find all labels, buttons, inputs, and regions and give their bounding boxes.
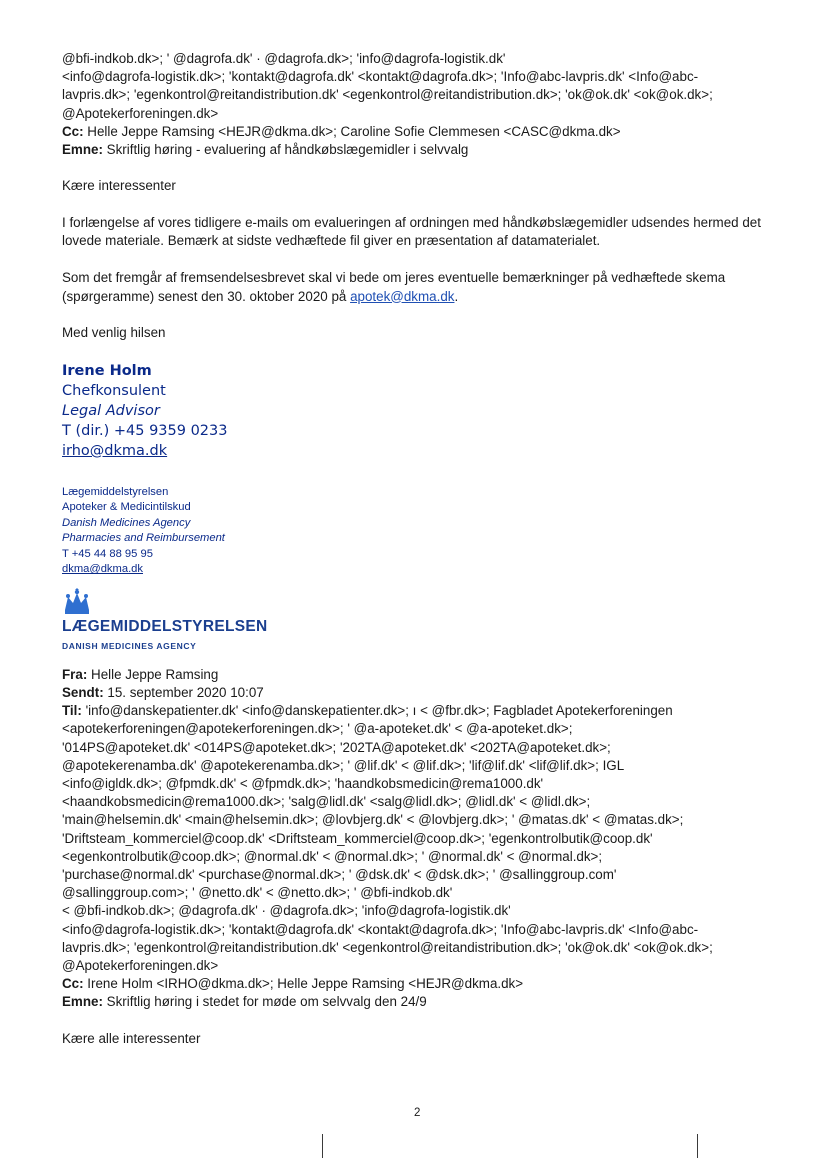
greeting: Kære interessenter (62, 178, 176, 194)
logo-title: LÆGEMIDDELSTYRELSEN (62, 617, 268, 635)
agency-block (62, 485, 782, 578)
from-value: Helle Jeppe Ramsing (87, 666, 219, 682)
signature-phone: T (dir.) +45 9359 0233 (62, 422, 228, 439)
forward-subject-label: Emne: (62, 994, 103, 1010)
to-line: 'purchase@normal.dk' <purchase@normal.dk>; ' @dsk.dk' < @dsk.dk>; ' @sallinggroup.com' (62, 867, 617, 883)
agency-department-en: Pharmacies and Reimbursement (62, 532, 225, 545)
forward-subject-value: Skriftlig høring i stedet for møde om selvvalg den 24/9 (102, 994, 427, 1010)
to-line: 'Driftsteam_kommerciel@coop.dk' <Driftsteam_kommerciel@coop.dk>; 'egenkontrolbutik@coop.dk' (62, 830, 653, 846)
to-line: @apotekerenamba.dk' @apotekerenamba.dk>; ' @lif.dk' < @lif.dk>; 'lif@lif.dk' <lif@lif.dk>; IGL (62, 757, 625, 773)
signature-name: Irene Holm (62, 362, 152, 379)
apotek-email-link[interactable]: apotek@dkma.dk (350, 288, 455, 304)
agency-email-link[interactable]: dkma@dkma.dk (62, 563, 143, 576)
from-line (62, 666, 782, 684)
scan-mark (322, 1134, 323, 1158)
to-line: @Apotekerforeningen.dk> (62, 958, 219, 974)
paragraph-2-end: . (454, 288, 459, 304)
scan-mark (697, 1134, 698, 1158)
closing: Med venlig hilsen (62, 325, 166, 341)
cc-label: Cc: (62, 123, 84, 139)
agency-phone: T +45 44 88 95 95 (62, 547, 153, 560)
paragraph-2 (62, 269, 782, 306)
forward-cc-value: Irene Holm <IRHO@dkma.dk>; Helle Jeppe Ramsing <HEJR@dkma.dk> (83, 976, 524, 992)
paragraph-1: I forlængelse af vores tidligere e-mails om evalueringen af ordningen med håndkøbslægemidler udsendes hermed det lovede materiale. Bemærk at sidste vedhæftede fil giver en præsentation af datamaterialet. (62, 214, 761, 249)
from-label: Fra: (62, 666, 88, 682)
forward-greeting: Kære alle interessenter (62, 1030, 201, 1046)
page-number: 2 (414, 1107, 421, 1119)
recipients-line: @Apotekerforeningen.dk> (62, 105, 219, 121)
subject-label: Emne: (62, 142, 103, 158)
to-line: @sallinggroup.com>; ' @netto.dk' < @netto.dk>; ' @bfi-indkob.dk' (62, 885, 453, 901)
sent-value: 15. september 2020 10:07 (103, 684, 264, 700)
forward-header (62, 666, 782, 1012)
subject-line (62, 141, 782, 159)
recipients-line: @bfi-indkob.dk>; ' @dagrofa.dk' · @dagrofa.dk>; 'info@dagrofa-logistik.dk' (62, 51, 506, 66)
email-document (62, 50, 782, 1048)
paragraph-2-text: Som det fremgår af fremsendelsesbrevet skal vi bede om jeres eventuelle bemærkninger på vedhæftede skema (spørgeramme) senest den 30. oktober 2020 på (62, 270, 726, 304)
to-line: lavpris.dk>; 'egenkontrol@reitandistribution.dk' <egenkontrol@reitandistribution.dk>; 'ok@ok.dk' <ok@ok.dk>; (62, 939, 713, 955)
agency-department: Apoteker & Medicintilskud (62, 501, 191, 514)
subject-value: Skriftlig høring - evaluering af håndkøbslægemidler i selvvalg (102, 142, 469, 158)
top-recipients (62, 50, 782, 123)
cc-line (62, 123, 782, 141)
signature-title: Chefkonsulent (62, 382, 166, 399)
sent-label: Sendt: (62, 684, 104, 700)
recipients-line: <info@dagrofa-logistik.dk>; 'kontakt@dagrofa.dk' <kontakt@dagrofa.dk>; 'Info@abc-lavpris.dk' <Info@abc- (62, 69, 699, 85)
to-line: <apotekerforeningen@apotekerforeningen.dk>; ' @a-apoteket.dk' < @a-apoteket.dk>; (62, 721, 573, 737)
to-value: 'info@danskepatienter.dk' <info@danskepatienter.dk>; ı < @fbr.dk>; Fagbladet Apotekerforeningen (81, 703, 673, 719)
signature-role: Legal Advisor (62, 402, 160, 419)
signature-email-link[interactable]: irho@dkma.dk (62, 442, 168, 459)
to-line: < @bfi-indkob.dk>; @dagrofa.dk' · @dagrofa.dk>; 'info@dagrofa-logistik.dk' (62, 903, 511, 919)
forward-cc-label: Cc: (62, 976, 84, 992)
signature (62, 361, 782, 461)
forward-subject-line (62, 993, 782, 1011)
sent-line (62, 684, 782, 702)
to-line: '014PS@apoteket.dk' <014PS@apoteket.dk>; '202TA@apoteket.dk' <202TA@apoteket.dk>; (62, 739, 611, 755)
crown-icon (62, 588, 92, 616)
to-line: <haandkobsmedicin@rema1000.dk>; 'salg@lidl.dk' <salg@lidl.dk>; @lidl.dk' < @lidl.dk>; (62, 794, 591, 810)
to-line: 'main@helsemin.dk' <main@helsemin.dk>; @lovbjerg.dk' < @lovbjerg.dk>; ' @matas.dk' < @matas.dk>; (62, 812, 684, 828)
to-line: <egenkontrolbutik@coop.dk>; @normal.dk' < @normal.dk>; ' @normal.dk' < @normal.dk>; (62, 848, 603, 864)
to-line (62, 702, 782, 720)
agency-logo (62, 588, 782, 651)
to-label: Til: (62, 703, 82, 719)
to-line: <info@dagrofa-logistik.dk>; 'kontakt@dagrofa.dk' <kontakt@dagrofa.dk>; 'Info@abc-lavpris.dk' <Info@abc- (62, 921, 699, 937)
recipients-line: lavpris.dk>; 'egenkontrol@reitandistribution.dk' <egenkontrol@reitandistribution.dk>; 'ok@ok.dk' <ok@ok.dk>; (62, 87, 713, 103)
agency-name: Lægemiddelstyrelsen (62, 485, 169, 498)
logo-subtitle: DANISH MEDICINES AGENCY (62, 640, 197, 651)
to-line: <info@igldk.dk>; @fpmdk.dk' < @fpmdk.dk>; 'haandkobsmedicin@rema1000.dk' (62, 776, 544, 791)
forward-cc-line (62, 975, 782, 993)
cc-value: Helle Jeppe Ramsing <HEJR@dkma.dk>; Caroline Sofie Clemmesen <CASC@dkma.dk> (83, 123, 621, 139)
agency-name-en: Danish Medicines Agency (62, 516, 191, 529)
